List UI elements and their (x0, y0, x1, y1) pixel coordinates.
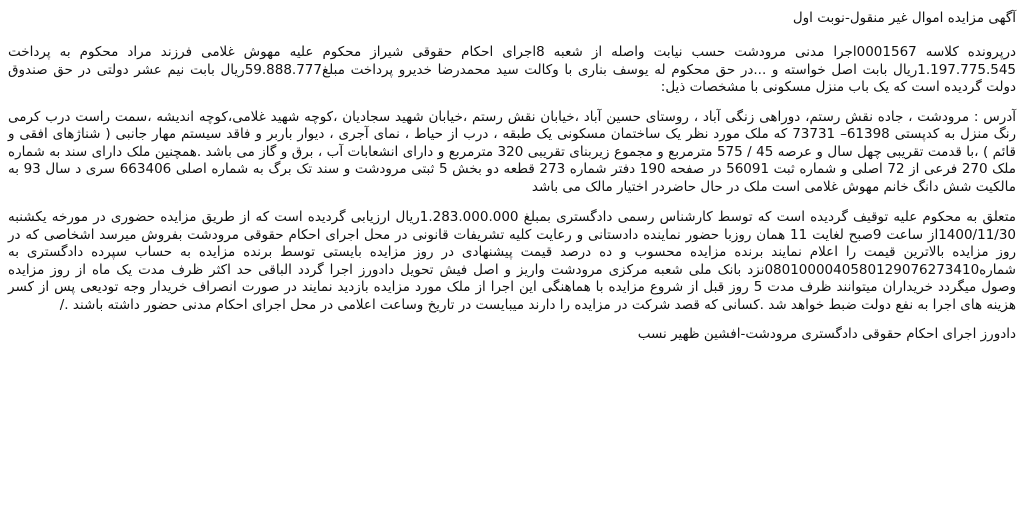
notice-title: آگهی مزایده اموال غیر منقول-نوبت اول (792, 10, 1016, 26)
signature-line: دادورز اجرای احکام حقوقی دادگستری مرودشت-افشین ظهیر نسب (637, 326, 1016, 342)
address-paragraph: آدرس : مرودشت ، جاده نقش رستم، دوراهی زنگی آباد ، روستای حسین آباد ،خیابان نقش رستم ،خیابان شهید سجادیان ،کوچه شهید غلامی،کوچه اندیشه ،سمت راست درب کرمی رنگ منزل به کدپستی 61398– 73731 که ملک مورد نظر یک ساختمان مسکونی یک طبقه ، درب از حیاط ، نمای آجری ، دیوار باربر و فاقد سیستم مهار جانبی ( شناژهای افقی و قائم ) ،با قدمت تقریبی چهل سال و عرصه 45 / 575 مترمربع و مجموع زیربنای تقریبی 320 مترمربع و دارای انشعابات آب ، برق و گاز می باشد .همچنین ملک دارای سند به شماره ملک 270 فرعی از 72 اصلی و شماره ثبت 56091 در صفحه 190 دفتر شماره 273 قطعه دو بخش 5 ثبتی مرودشت و سند تک برگ به شماره اصلی 663406 سری د سال 93 به مالکیت شش دانگ خانم مهوش غلامی است ملک در حال حاضردر اختیار مالک می باشد (8, 108, 1016, 195)
terms-paragraph: متعلق به محکوم علیه توقیف گردیده است که توسط کارشناس رسمی دادگستری بمبلغ 1.283.000.000ریال ارزیابی گردیده است که از طریق مزایده حضوری در مورخه یکشنبه 1400/11/30از ساعت 9صبح لغایت 11 همان روزبا حضور نماینده دادستانی و رعایت کلیه تشریفات قانونی در محل اجرای احکام حقوقی مرودشت بفروش میرسد اشخاصی که در روز مزایده بالاترین قیمت را اعلام نمایند برنده مزایده محسوب و ده درصد قیمت پیشنهادی در روز مزایده بایستی توسط برنده مزایده به حساب سپرده دادگستری به شماره0801000040580129076273410نزد بانک ملی شعبه مرکزی مرودشت واریز و اصل فیش تحویل دادورز اجرا گردد الباقی حد اکثر ظرف مدت یک ماه از روز مزایده وصول میگردد خریداران میتوانند ظرف مدت 5 روز قبل از شروع مزایده با هماهنگی این اجرا از ملک مورد مزایده بازدید نمایند در صورت انصراف خریدار وجه تودیعی پس از کسر هزینه های اجرا به نفع دولت ضبط خواهد شد .کسانی که قصد شرکت در مزایده را دارند میبایست در تاریخ وساعت اعلامی در محل اجرای احکام مدنی حضور داشته باشند ./ (8, 209, 1017, 313)
intro-paragraph: درپرونده کلاسه 0001567اجرا مدنی مرودشت حسب نیابت واصله از شعبه 8اجرای احکام حقوقی شیراز محکوم علیه مهوش غلامی فرزند مراد محکوم به پرداخت 1.197.775.545ریال بابت اصل خواسته و ...در حق محکوم له یوسف بناری با وکالت سید محمدرضا خدیرو پرداخت مبلغ59.888.777ریال بابت نیم عشر دولتی در حق صندوق دولت گردیده است که یک باب منزل مسکونی با مشخصات ذیل: (8, 44, 1016, 95)
